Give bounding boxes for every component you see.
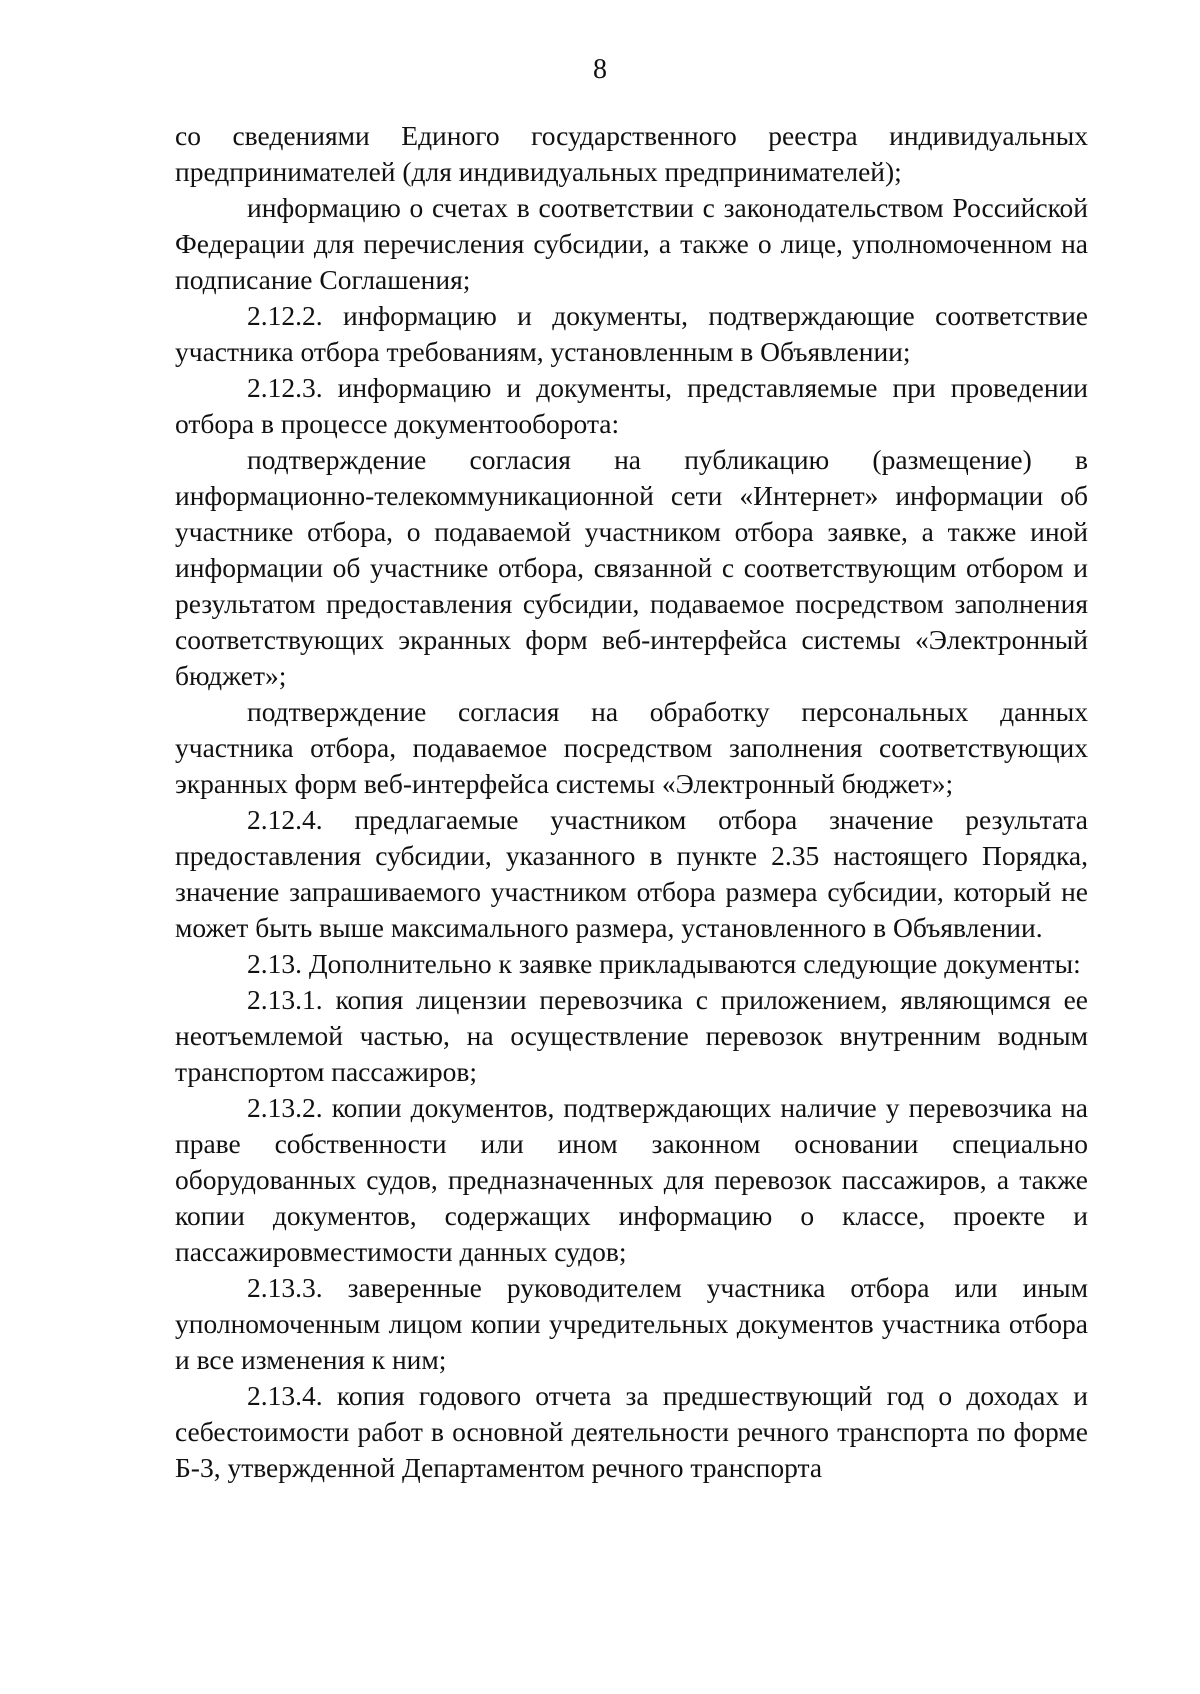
paragraph: 2.13.3. заверенные руководителем участника отбора или иным уполномоченным лицом копии учредительных документов участника отбора и все изменения к ним; bbox=[175, 1272, 1088, 1375]
paragraph: со сведениями Единого государственного реестра индивидуальных предпринимателей (для индивидуальных предпринимателей); bbox=[175, 120, 1088, 187]
paragraph: 2.13.4. копия годового отчета за предшествующий год о доходах и себестоимости работ в основной деятельности речного транспорта по форме Б-3, утвержденной Департаментом речного транспорта bbox=[175, 1380, 1088, 1483]
paragraph: информацию о счетах в соответствии с законодательством Российской Федерации для перечисления субсидии, а также о лице, уполномоченном на подписание Соглашения; bbox=[175, 192, 1088, 295]
paragraph: 2.13. Дополнительно к заявке прикладываются следующие документы: bbox=[247, 948, 1081, 979]
paragraph: подтверждение согласия на обработку персональных данных участника отбора, подаваемое посредством заполнения соответствующих экранных форм веб-интерфейса системы «Электронный бюджет»; bbox=[175, 696, 1088, 799]
paragraph: 2.12.2. информацию и документы, подтверждающие соответствие участника отбора требованиям, установленным в Объявлении; bbox=[175, 300, 1088, 367]
paragraph: 2.12.4. предлагаемые участником отбора значение результата предоставления субсидии, указанного в пункте 2.35 настоящего Порядка, значение запрашиваемого участником отбора размера субсидии, который не может быть выше максимального размера, установленного в Объявлении. bbox=[175, 804, 1088, 943]
paragraph: 2.13.2. копии документов, подтверждающих наличие у перевозчика на праве собственности или ином законном основании специально оборудованных судов, предназначенных для перевозок пассажиров, а также копии документов, содержащих информацию о классе, проекте и пассажировместимости данных судов; bbox=[175, 1092, 1088, 1267]
paragraph: 2.12.3. информацию и документы, представляемые при проведении отбора в процессе документооборота: bbox=[175, 372, 1088, 439]
page-number: 8 bbox=[593, 54, 607, 85]
paragraph: подтверждение согласия на публикацию (размещение) в информационно-телекоммуникационной сети «Интернет» информации об участнике отбора, о подаваемой участником отбора заявке, а также иной информации об участнике отбора, связанной с соответствующим отбором и результатом предоставления субсидии, подаваемое посредством заполнения соответствующих экранных форм веб-интерфейса системы «Электронный бюджет»; bbox=[175, 444, 1088, 691]
document-body bbox=[175, 118, 1088, 1486]
paragraph: 2.13.1. копия лицензии перевозчика с приложением, являющимся ее неотъемлемой частью, на осуществление перевозок внутренним водным транспортом пассажиров; bbox=[175, 984, 1088, 1087]
